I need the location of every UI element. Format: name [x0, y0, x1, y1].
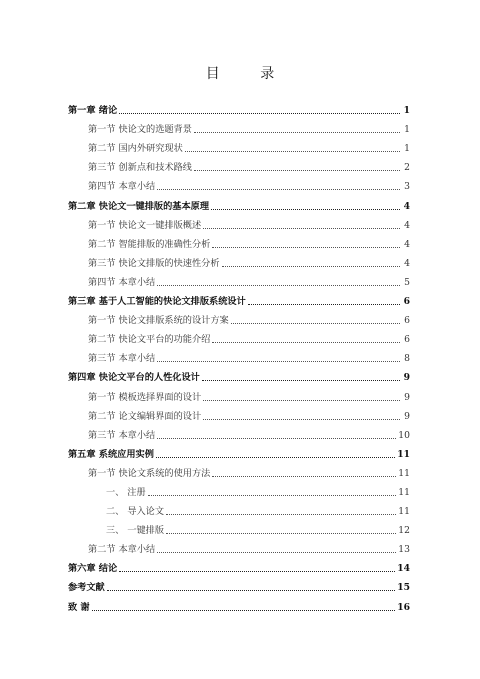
toc-dot-leader: [119, 570, 395, 572]
toc-entry[interactable]: [68, 383, 410, 402]
toc-list: [68, 97, 410, 613]
toc-entry-page-number: 9: [404, 410, 410, 422]
toc-entry-label: 致 谢: [68, 601, 90, 613]
toc-entry-label: 二、 导入论文: [106, 506, 165, 518]
toc-entry[interactable]: [68, 460, 410, 479]
toc-entry-page-number: 6: [404, 334, 410, 346]
toc-entry[interactable]: [68, 498, 410, 517]
toc-entry-page-number: 4: [404, 238, 410, 250]
toc-entry-page-number: 11: [398, 486, 410, 498]
toc-entry-label: 第四章 快论文平台的人性化设计: [68, 372, 200, 384]
toc-entry-page-number: 11: [398, 467, 410, 479]
toc-dot-leader: [212, 475, 396, 477]
toc-entry-page-number: 4: [404, 219, 410, 231]
toc-entry[interactable]: [68, 307, 410, 326]
toc-dot-leader: [248, 303, 400, 305]
toc-entry-label: 第三节 本章小结: [88, 429, 156, 441]
toc-entry-page-number: 1: [403, 105, 410, 117]
toc-dot-leader: [203, 399, 400, 401]
toc-entry-page-number: 6: [404, 315, 410, 327]
toc-entry-page-number: 4: [403, 200, 410, 212]
toc-entry-label: 第一节 快论文排版系统的设计方案: [88, 315, 229, 327]
toc-entry[interactable]: [68, 345, 410, 364]
toc-entry[interactable]: [68, 231, 410, 250]
toc-entry-page-number: 9: [403, 372, 410, 384]
toc-entry-label: 第三节 本章小结: [88, 353, 156, 365]
toc-entry-page-number: 16: [397, 601, 410, 613]
toc-entry-label: 第一节 快论文一键排版概述: [88, 219, 202, 231]
toc-entry-label: 一、 注册: [106, 486, 146, 498]
toc-entry[interactable]: [68, 154, 410, 173]
toc-entry-label: 第二节 国内外研究现状: [88, 143, 183, 155]
toc-entry[interactable]: [68, 479, 410, 498]
toc-entry-label: 第一节 模板选择界面的设计: [88, 391, 202, 403]
toc-entry-label: 第五章 系统应用实例: [68, 448, 154, 460]
toc-entry-label: 第一节 快论文的选题背景: [88, 124, 192, 136]
toc-entry[interactable]: [68, 326, 410, 345]
toc-dot-leader: [194, 131, 400, 133]
toc-entry[interactable]: [68, 135, 410, 154]
toc-entry[interactable]: [68, 517, 410, 536]
toc-entry[interactable]: [68, 441, 410, 460]
toc-dot-leader: [212, 341, 400, 343]
toc-dot-leader: [157, 188, 400, 190]
toc-entry[interactable]: [68, 250, 410, 269]
toc-entry-page-number: 1: [404, 143, 410, 155]
toc-entry[interactable]: [68, 555, 410, 574]
toc-entry-label: 第二节 智能排版的准确性分析: [88, 238, 211, 250]
toc-dot-leader: [92, 609, 396, 611]
toc-entry-label: 第四节 本章小结: [88, 276, 156, 288]
toc-dot-leader: [156, 456, 395, 458]
toc-dot-leader: [231, 322, 400, 324]
toc-dot-leader: [203, 227, 400, 229]
toc-entry[interactable]: [68, 593, 410, 612]
toc-entry[interactable]: [68, 422, 410, 441]
toc-entry-label: 第一章 绪论: [68, 105, 118, 117]
toc-entry[interactable]: [68, 173, 410, 192]
toc-entry-page-number: 3: [404, 181, 410, 193]
toc-dot-leader: [157, 551, 396, 553]
toc-dot-leader: [166, 532, 396, 534]
toc-dot-leader: [166, 513, 396, 515]
toc-entry[interactable]: [68, 269, 410, 288]
toc-entry-label: 第三章 基于人工智能的快论文排版系统设计: [68, 296, 246, 308]
toc-entry-label: 第一节 快论文系统的使用方法: [88, 467, 211, 479]
toc-entry-page-number: 4: [404, 257, 410, 269]
toc-entry[interactable]: [68, 192, 410, 211]
toc-entry-label: 三、 一键排版: [106, 525, 165, 537]
toc-dot-leader: [157, 360, 400, 362]
toc-entry-page-number: 2: [404, 162, 410, 174]
toc-entry-label: 第四节 本章小结: [88, 181, 156, 193]
toc-dot-leader: [157, 284, 400, 286]
toc-entry[interactable]: [68, 536, 410, 555]
toc-entry-page-number: 11: [398, 506, 410, 518]
toc-entry-page-number: 9: [404, 391, 410, 403]
toc-entry-label: 第三节 快论文排版的快速性分析: [88, 257, 220, 269]
toc-dot-leader: [157, 437, 396, 439]
toc-entry[interactable]: [68, 403, 410, 422]
toc-entry-label: 第六章 结论: [68, 563, 118, 575]
toc-entry-label: 第二节 论文编辑界面的设计: [88, 410, 202, 422]
toc-entry-page-number: 5: [404, 276, 410, 288]
toc-entry-page-number: 15: [397, 582, 410, 594]
toc-dot-leader: [203, 418, 400, 420]
toc-dot-leader: [107, 589, 395, 591]
toc-entry-page-number: 8: [404, 353, 410, 365]
toc-entry-label: 第三节 创新点和技术路线: [88, 162, 192, 174]
toc-entry-page-number: 13: [398, 544, 410, 556]
toc-entry[interactable]: [68, 97, 410, 116]
toc-entry-label: 第二节 快论文平台的功能介绍: [88, 334, 211, 346]
toc-title: 目 录: [205, 66, 293, 82]
toc-entry-page-number: 14: [397, 563, 410, 575]
toc-entry-label: 参考文献: [68, 582, 105, 594]
toc-entry-label: 第二章 快论文一键排版的基本原理: [68, 200, 210, 212]
toc-entry-page-number: 1: [404, 124, 410, 136]
toc-dot-leader: [194, 169, 400, 171]
toc-dot-leader: [202, 379, 400, 381]
toc-dot-leader: [185, 150, 400, 152]
toc-entry-page-number: 11: [397, 448, 410, 460]
toc-entry-label: 第二节 本章小结: [88, 544, 156, 556]
toc-dot-leader: [222, 265, 400, 267]
toc-dot-leader: [212, 246, 400, 248]
toc-entry[interactable]: [68, 288, 410, 307]
toc-dot-leader: [211, 208, 400, 210]
toc-dot-leader: [148, 494, 397, 496]
toc-entry-page-number: 6: [403, 296, 410, 308]
toc-entry[interactable]: [68, 364, 410, 383]
toc-entry-page-number: 12: [398, 525, 410, 537]
toc-entry[interactable]: [68, 574, 410, 593]
toc-entry[interactable]: [68, 116, 410, 135]
toc-entry[interactable]: [68, 212, 410, 231]
toc-entry-page-number: 10: [398, 429, 410, 441]
toc-dot-leader: [119, 112, 400, 114]
